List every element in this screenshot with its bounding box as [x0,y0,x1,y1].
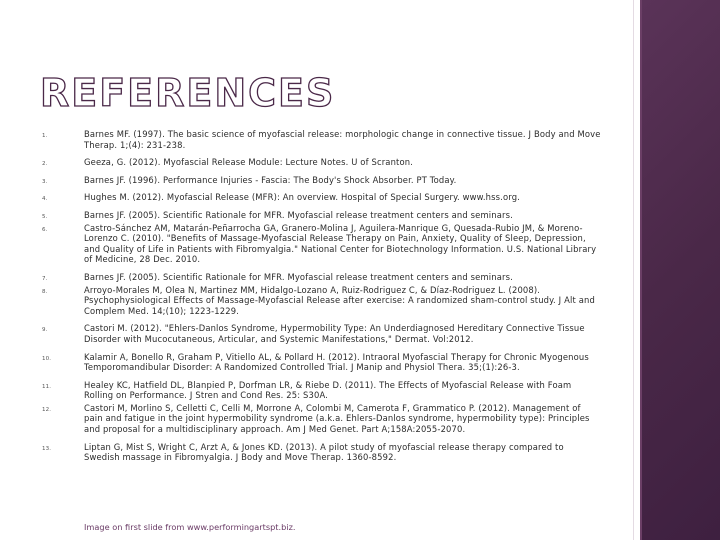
reference-number: 9. [42,327,48,334]
reference-text: Castori M, Morlino S, Celletti C, Celli M, Morrone A, Colombi M, Camerota F, Grammatico P. (2012). Management of pain and fatigue in the joint hypermobility syndrome (a.k.a. Ehlers-Danlos syndrome, hypermobility type): Principles and proposal for a multidisciplinary approach. Am J Med Genet. Part A;158A:2055-2070. [84,402,590,435]
reference-number: 11. [42,383,52,390]
reference-item [42,403,602,435]
reference-item [42,192,602,203]
reference-item [42,129,602,150]
slide-title: REFERENCES [40,71,336,115]
reference-text: Barnes JF. (1996). Performance Injuries - Fascia: The Body's Shock Absorber. PT Today. [84,174,457,185]
reference-text: Arroyo-Morales M, Olea N, Martinez MM, Hidalgo-Lozano A, Ruiz-Rodriguez C, & Díaz-Rodriguez L. (2008). Psychophysiological Effects of Massage-Myofascial Release after exercise: A randomized sham-control study. J Alt and Complem Med. 14;(10); 1223-1229. [84,284,595,316]
reference-text: Barnes MF. (1997). The basic science of myofascial release: morphologic change in connective tissue. J Body and Move Therap. 1;(4): 231-238. [84,129,601,150]
reference-item [42,352,602,373]
reference-number: 13. [42,445,52,452]
reference-item [42,380,602,401]
reference-number: 8. [42,288,48,295]
reference-text: Castori M. (2012). "Ehlers-Danlos Syndrome, Hypermobility Type: An Underdiagnosed Hereditary Connective Tissue Disorder with Mucocutaneous, Articular, and Systemic Manifestations," Dermat. Vol:2012. [84,323,585,344]
reference-text: Barnes JF. (2005). Scientific Rationale for MFR. Myofascial release treatment centers and seminars. [84,271,513,282]
reference-number: 3. [42,178,48,185]
reference-number: 12. [42,406,52,413]
reference-item [42,210,602,221]
side-band [642,0,720,540]
reference-number: 2. [42,161,48,168]
reference-text: Geeza, G. (2012). Myofascial Release Module: Lecture Notes. U of Scranton. [84,157,414,168]
reference-item [42,323,602,344]
reference-item [42,442,602,463]
reference-number: 4. [42,196,48,203]
reference-text: Healey KC, Hatfield DL, Blanpied P, Dorfman LR, & Riebe D. (2011). The Effects of Myofascial Release with Foam Rolling on Performance. J Stren and Cond Res. 25: S30A. [84,379,572,401]
reference-number: 7. [42,275,48,282]
reference-item [42,223,602,265]
reference-item [42,272,602,283]
reference-list [42,129,602,470]
image-credit: Image on first slide from www.performingartspt.biz. [84,522,296,532]
reference-number: 10. [42,355,52,362]
reference-text: Kalamir A, Bonello R, Graham P, Vitiello AL, & Pollard H. (2012). Intraoral Myofascial Therapy for Chronic Myogenous Temporomandibular Disorder: A Randomized Controlled Trial. J Manip and Physiol Thera. 35;(1):26-3. [84,351,589,373]
reference-text: Barnes JF. (2005). Scientific Rationale for MFR. Myofascial release treatment centers and seminars. [84,209,513,220]
reference-text: Hughes M. (2012). Myofascial Release (MFR): An overview. Hospital of Special Surgery. www.hss.org. [84,192,520,203]
reference-text: Castro-Sánchez AM, Matarán-Peñarrocha GA, Granero-Molina J, Aguilera-Manrique G, Quesada-Rubio JM, & Moreno-Lorenzo C. (2010). "Benefits of Massage-Myofascial Release Therapy on Pain, Anxiety, Quality of Sleep, Depression, and Quality of Life in Patients with Fibromyalgia." National Center for Biotechnology Information. U.S. National Library of Medicine, 28 Dec. 2010. [84,222,597,265]
reference-number: 5. [42,213,48,220]
reference-item [42,285,602,317]
reference-number: 6. [42,226,48,233]
divider-line [633,0,634,540]
reference-text: Liptan G, Mist S, Wright C, Arzt A, & Jones KD. (2013). A pilot study of myofascial release therapy compared to Swedish massage in Fibromyalgia. J Body and Move Therap. 1360-8592. [84,441,564,463]
reference-item [42,175,602,186]
reference-number: 1. [42,133,48,139]
reference-item [42,157,602,168]
